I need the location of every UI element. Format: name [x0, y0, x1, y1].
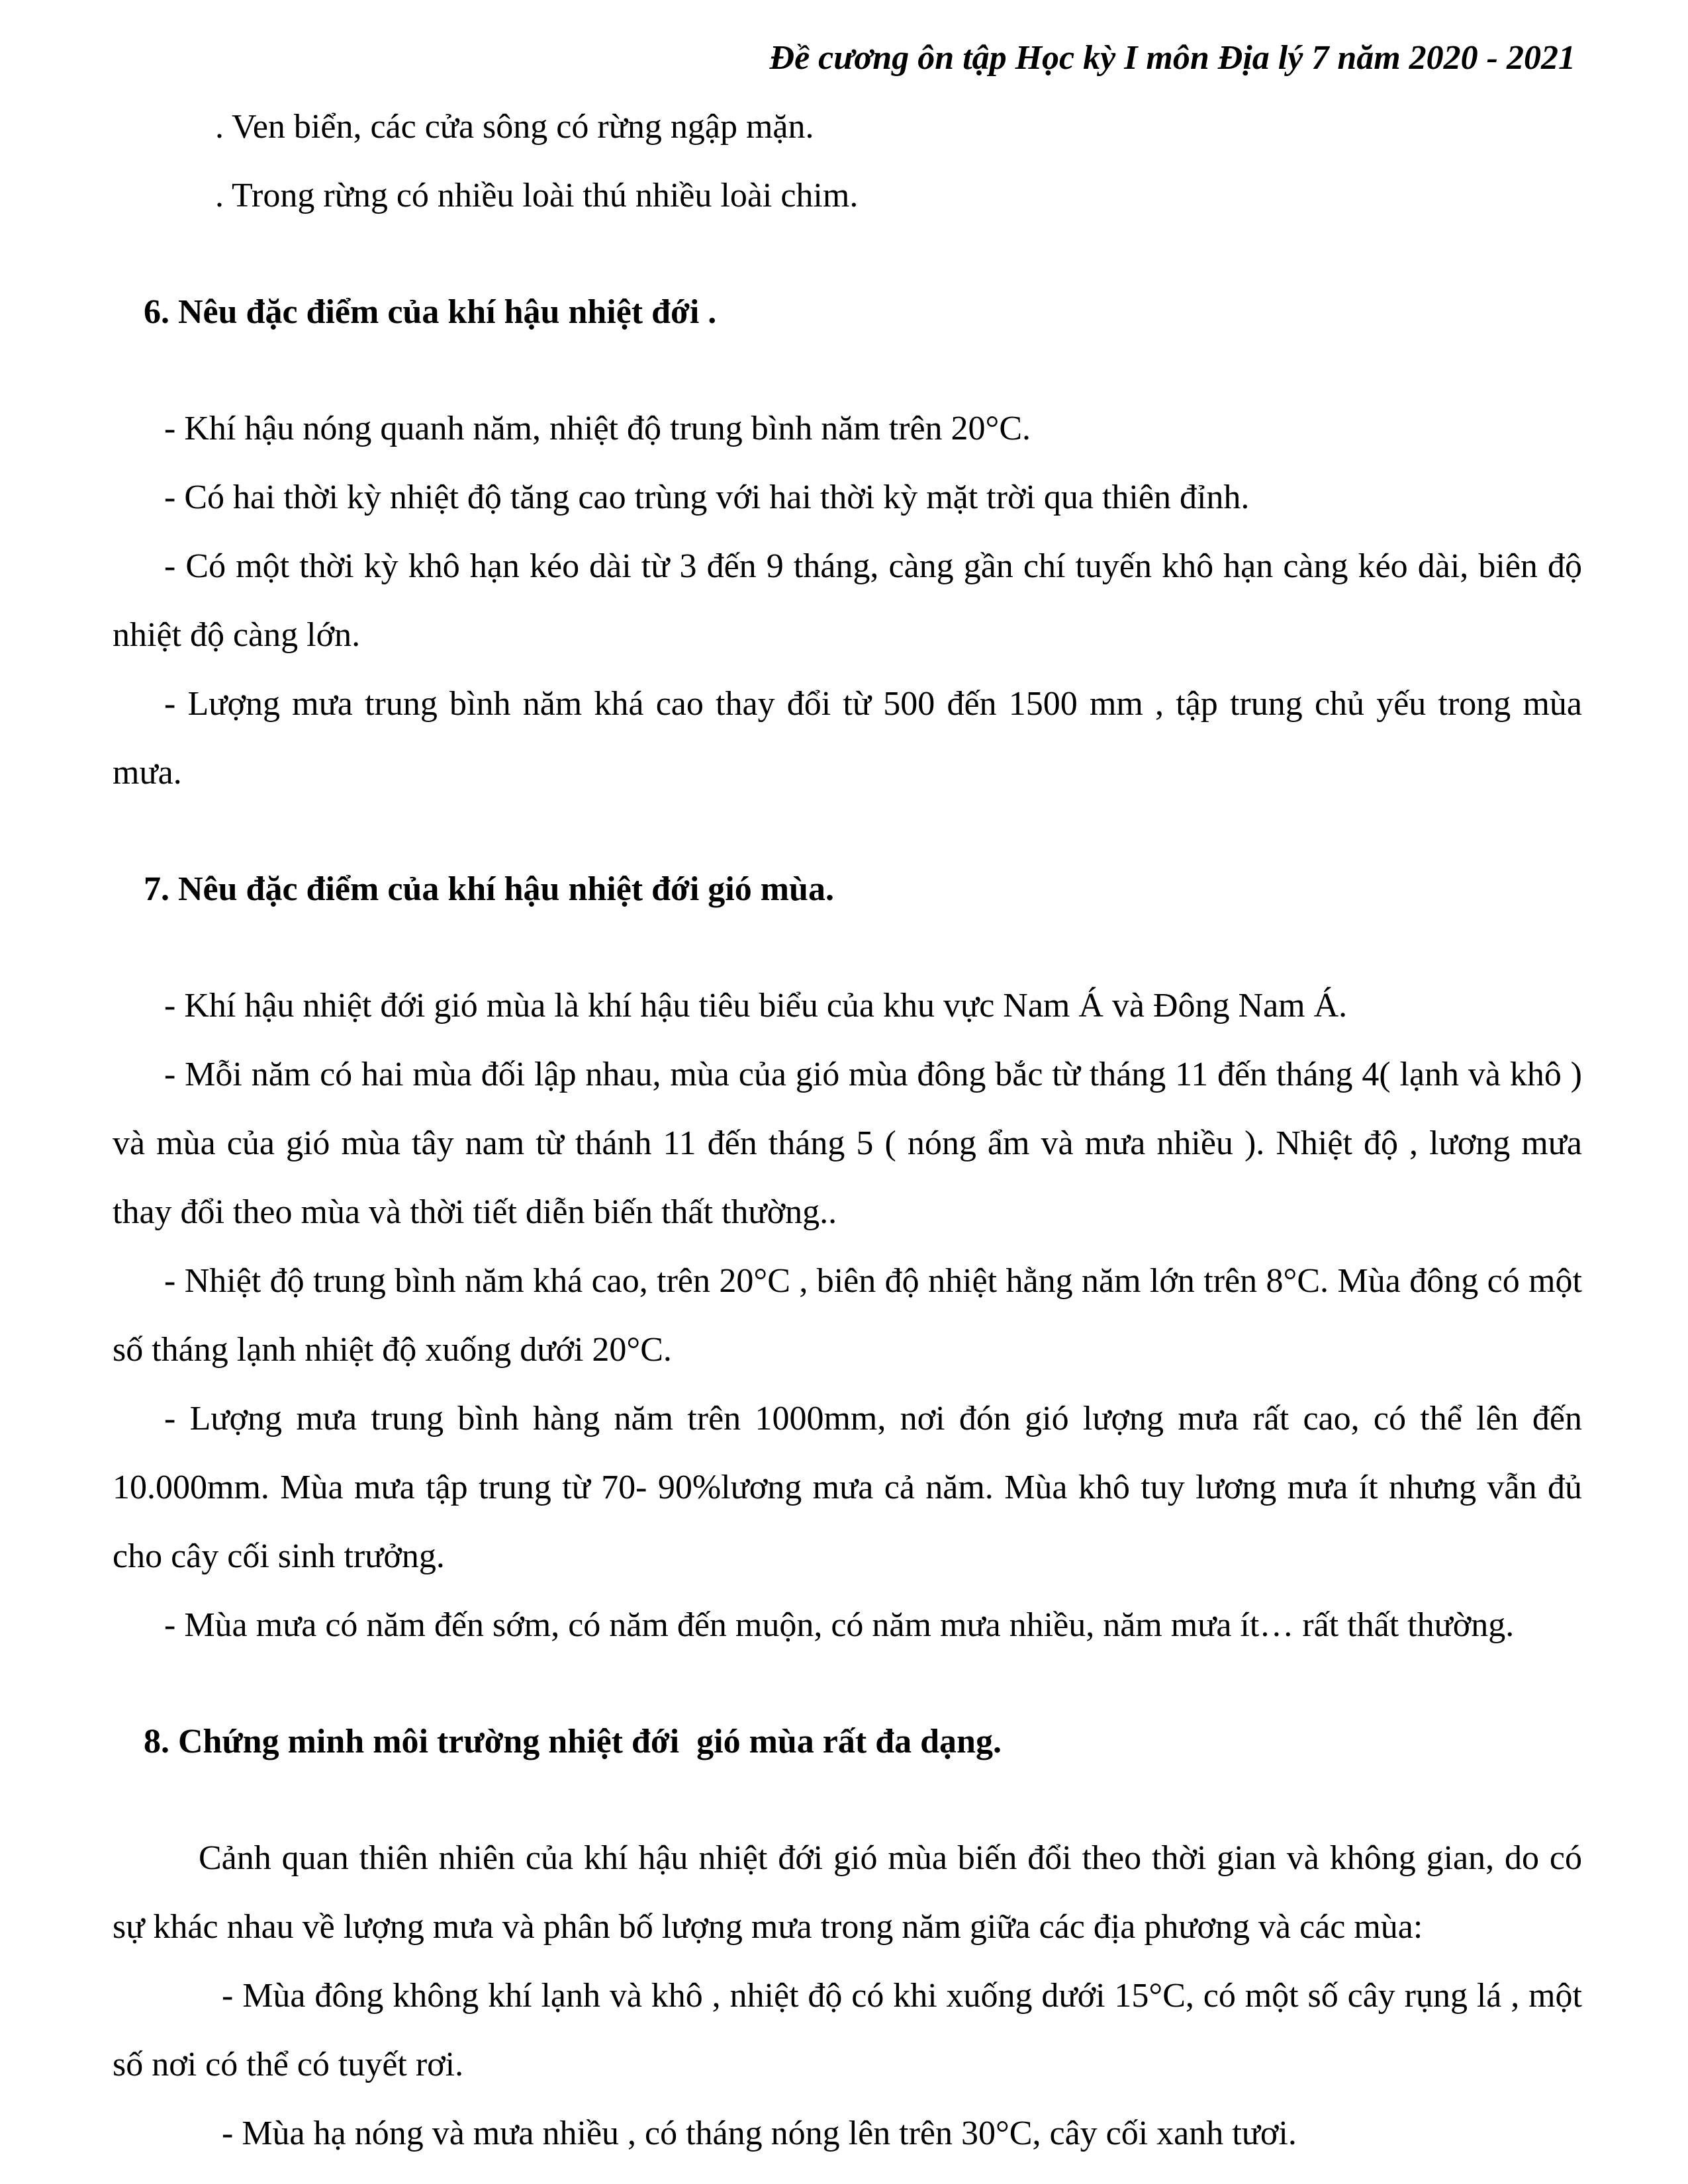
section-7-item-1: - Khí hậu nhiệt đới gió mùa là khí hậu tiêu biểu của khu vực Nam Á và Đông Nam Á.	[164, 987, 1348, 1024]
section-7-item-3: - Nhiệt độ trung bình năm khá cao, trên 20°C , biên độ nhiệt hằng năm lớn trên 8°C. Mùa đông có một số tháng lạnh nhiệt độ xuống dưới 20°C.	[113, 1262, 1582, 1369]
section-6-item-4: - Lượng mưa trung bình năm khá cao thay đổi từ 500 đến 1500 mm , tập trung chủ yếu trong mùa mưa.	[113, 685, 1582, 792]
section-6-item-2: - Có hai thời kỳ nhiệt độ tăng cao trùng với hai thời kỳ mặt trời qua thiên đỉnh.	[164, 478, 1250, 516]
section-6-item-3: - Có một thời kỳ khô hạn kéo dài từ 3 đến 9 tháng, càng gần chí tuyến khô hạn càng kéo dài, biên độ nhiệt độ càng lớn.	[113, 547, 1582, 654]
section-7-item-2: - Mỗi năm có hai mùa đối lập nhau, mùa của gió mùa đông bắc từ tháng 11 đến tháng 4( lạnh và khô ) và mùa của gió mùa tây nam từ thánh 11 đến tháng 5 ( nóng ẩm và mưa nhiều ). Nhiệt độ , lương mưa thay đổi theo mùa và thời tiết diễn biến thất thường..	[113, 1056, 1582, 1231]
section-7-item-4: - Lượng mưa trung bình hàng năm trên 1000mm, nơi đón gió lượng mưa rất cao, có thể lên đến 10.000mm. Mùa mưa tập trung từ 70- 90%lương mưa cả năm. Mùa khô tuy lương mưa ít nhưng vẫn đủ cho cây cối sinh trưởng.	[113, 1400, 1582, 1575]
section-8-item-2: - Mùa hạ nóng và mưa nhiều , có tháng nóng lên trên 30°C, cây cối xanh tươi.	[222, 2115, 1297, 2152]
section-8-heading: 8. Chứng minh môi trường nhiệt đới gió mùa rất đa dạng.	[144, 1723, 1002, 1760]
intro-line-2: . Trong rừng có nhiều loài thú nhiều loài chim.	[215, 177, 859, 214]
section-8-item-1: - Mùa đông không khí lạnh và khô , nhiệt độ có khi xuống dưới 15°C, có một số cây rụng lá , một số nơi có thể có tuyết rơi.	[113, 1977, 1582, 2083]
section-6-heading: 6. Nêu đặc điểm của khí hậu nhiệt đới .	[144, 293, 717, 331]
section-8-paragraph: Cảnh quan thiên nhiên của khí hậu nhiệt đới gió mùa biến đổi theo thời gian và không gian, do có sự khác nhau về lượng mưa và phân bố lượng mưa trong năm giữa các địa phương và các mùa:	[113, 1839, 1582, 1946]
section-6-item-1: - Khí hậu nóng quanh năm, nhiệt độ trung bình năm trên 20°C.	[164, 410, 1031, 447]
intro-line-1: . Ven biển, các cửa sông có rừng ngập mặn.	[215, 108, 814, 146]
page-header-title: Đề cương ôn tập Học kỳ I môn Địa lý 7 năm 2020 - 2021	[769, 39, 1575, 77]
section-7-item-5: - Mùa mưa có năm đến sớm, có năm đến muộn, có năm mưa nhiều, năm mưa ít… rất thất thường.	[164, 1606, 1515, 1644]
section-7-heading: 7. Nêu đặc điểm của khí hậu nhiệt đới gió mùa.	[144, 870, 834, 908]
